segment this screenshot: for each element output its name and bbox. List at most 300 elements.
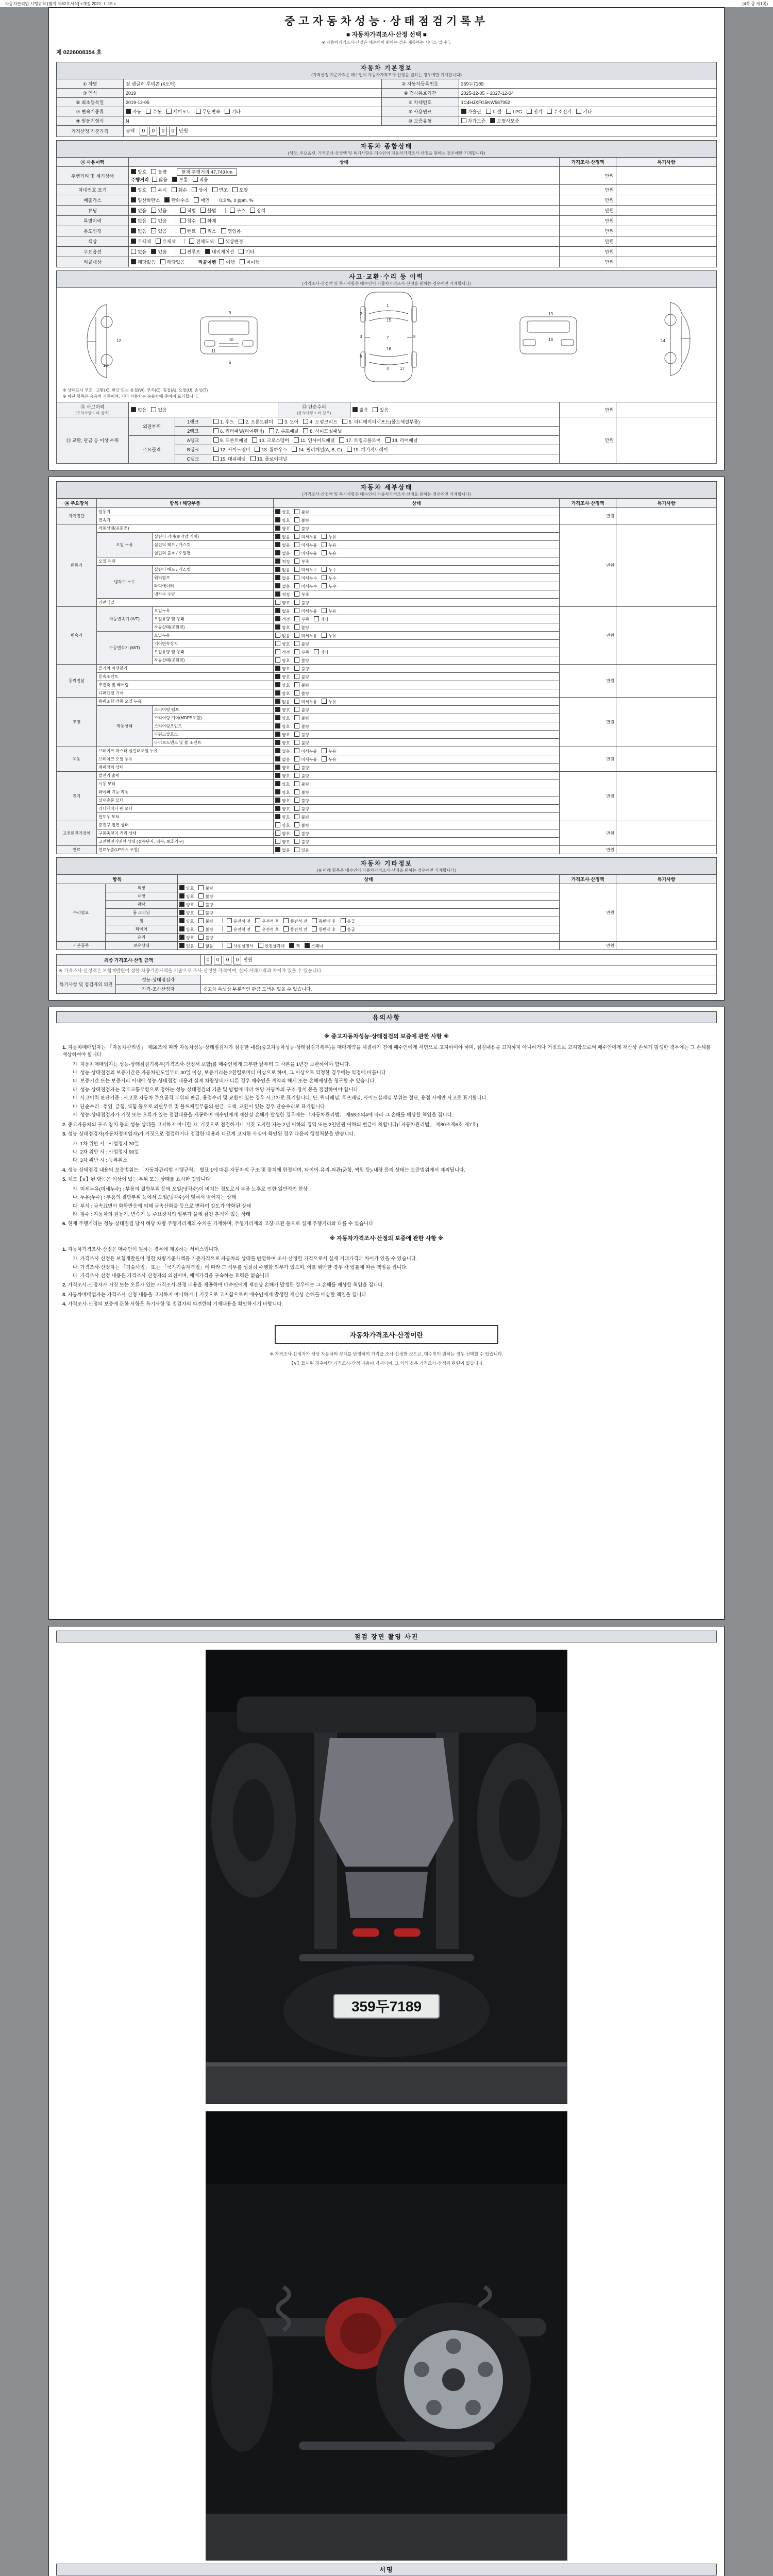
checkbox-icon: [275, 773, 280, 778]
checkbox-option: 있음: [151, 208, 166, 213]
diagram-number: 9: [229, 311, 231, 315]
table-row: [57, 247, 717, 257]
checkbox-icon: [294, 773, 299, 778]
etc-item: 타이어: [106, 925, 178, 934]
device-item: 오일유량 및 상태: [153, 648, 274, 656]
checkbox-icon: [275, 567, 280, 572]
notice-item: 2. 중고자동차의 구조·장치 등의 성능·상태를 고지하지 아니한 자, 거짓으로 점검하거나 거짓 고지한 자는 2년 이하의 징역 또는 2천만원 이하의 벌금에 처합니다(「자동차관리법」 제80조제6호·제7호).: [62, 1122, 480, 1128]
state-cell: [274, 574, 560, 582]
checkbox-option: 일산화탄소: [131, 198, 160, 203]
form-reference: 자동차관리법 시행규칙 [별지 제82호서식] <개정 2021. 1. 19.>: [5, 1, 116, 6]
final-unit: 만원: [243, 957, 253, 962]
checkbox-option: 운전석 전: [227, 927, 250, 932]
checkbox-option: 양호: [275, 683, 290, 688]
checkbox-icon: [205, 249, 210, 254]
checkbox-option: 불량: [294, 675, 309, 680]
remark-cell: [616, 195, 717, 206]
panel-rank: B랭크: [175, 445, 211, 454]
checkbox-option: 미세누유: [294, 700, 317, 704]
checkbox-option: 불량: [294, 658, 309, 663]
checkbox-icon: [352, 407, 358, 412]
remark-cell: [616, 772, 717, 821]
notice-heading: ※ 중고자동차성능·상태점검의 보증에 관한 사항 ※: [324, 1033, 449, 1040]
diagram-number: 11: [211, 349, 216, 353]
state-cell: [178, 917, 560, 925]
checkbox-option: 운전석 후: [255, 919, 279, 924]
checkbox-option: 불량: [294, 510, 309, 515]
panel-items: [211, 454, 560, 464]
panel-rank: C랭크: [175, 454, 211, 464]
checkbox-icon: [347, 447, 352, 452]
checkbox-icon: [151, 249, 156, 254]
checkbox-icon: [294, 806, 299, 811]
state-cell: [274, 557, 560, 566]
panel-items: [211, 445, 560, 454]
checkbox-option: 양호: [275, 601, 290, 605]
checkbox-option: 양호: [275, 790, 290, 795]
price-cell: 만원: [560, 216, 616, 226]
device-item: 작동상태(공회전): [97, 524, 274, 533]
checkbox-option: 적정: [275, 560, 290, 564]
notice-footline: 【∨】표시된 경우에만 가격조사·산정 내용이 기재되며, 그 외의 경우 가격조사·산정과 관련이 없습니다.: [289, 1360, 484, 1366]
state-cell: [129, 206, 560, 216]
checkbox-option: 없음: [275, 543, 290, 548]
device-item: 실내송풍 모터: [97, 796, 274, 805]
col-item: 항목 / 해당부품: [97, 499, 274, 508]
etc-group: 기본품목: [57, 942, 106, 950]
checkbox-icon: [275, 732, 280, 737]
checkbox-icon: [294, 789, 299, 794]
panel-item: 4. 트렁크리드: [303, 419, 337, 425]
checkbox-option: 양호: [179, 894, 194, 899]
checkbox-option: 양호: [275, 510, 290, 515]
device-sub: 작동상태: [97, 706, 153, 747]
checkbox-option: 없음: [275, 576, 290, 581]
checkbox-option: 미세누유: [294, 535, 317, 539]
state-cell: [178, 934, 560, 942]
section-etc-header: [56, 857, 717, 875]
checkbox-icon: [275, 690, 280, 696]
checkbox-icon: [294, 715, 299, 720]
notice-item: 1. 자동차가격조사·산정은 매수인이 원하는 경우에 제공하는 서비스입니다.: [62, 1246, 220, 1252]
price-cell: 만원: [560, 185, 616, 195]
checkbox-icon: [385, 437, 391, 443]
device-item: 구동축전지 격리 상태: [97, 829, 274, 838]
checkbox-icon: [131, 259, 136, 264]
checkbox-option: 없음: [275, 700, 290, 704]
state-cell: [274, 772, 560, 780]
table-row: [57, 236, 717, 247]
checkbox-option: 있음: [294, 848, 309, 853]
col-remark: 특기사항: [616, 875, 717, 884]
checkbox-option: 없음: [198, 944, 213, 948]
checkbox-option: 양호: [275, 815, 290, 820]
table-row: [57, 665, 717, 673]
state-cell: [274, 632, 560, 640]
checkbox-icon: [275, 707, 280, 712]
digit-box: 0: [169, 127, 177, 135]
page-title: 중고자동차성능·상태점검기록부: [284, 15, 489, 27]
remark-cell: [616, 698, 717, 747]
state-extra: 0.3 %, 0 ppm, %: [219, 198, 254, 203]
checkbox-icon: [275, 526, 280, 531]
remark-cell: [616, 167, 717, 185]
checkbox-option: 없음: [275, 584, 290, 589]
table-row: [57, 107, 717, 116]
notice-title: 유의사항: [372, 1014, 401, 1021]
state-cell: [274, 747, 560, 755]
state-cell: [274, 739, 560, 747]
state-cell: [274, 805, 560, 813]
panel-item: 1. 후드: [213, 419, 234, 425]
section-note: (※ 아래 항목은 매수인이 자동차가격조사·산정을 원하는 경우에만 기재합니다): [317, 868, 456, 873]
checkbox-option: 없음: [275, 551, 290, 556]
checkbox-option: 누유: [322, 551, 336, 556]
checkbox-option: 불량: [294, 815, 309, 820]
checkbox-icon: [576, 109, 581, 114]
panel-item: 15. 대쉬패널: [213, 456, 246, 462]
notice-subitem: 나. 누유(누수) : 부품의 결합부위 등에서 오일(냉각수)이 맺혀서 떨어지는 상태: [73, 1195, 236, 1201]
checkbox-icon: [232, 187, 238, 192]
checkbox-icon: [275, 806, 280, 811]
device-sub: 수동변속기 (M/T): [97, 632, 153, 665]
inspection-photo-front-underbody: [206, 1650, 567, 2104]
etc-item: 광택: [106, 901, 178, 909]
notice-subitem: 가. 미세누유(미세누수) : 부품의 결합부위 등에 오일(냉각수)이 비치는 정도로서 부품 노후로 인한 일반적인 현상: [73, 1186, 308, 1192]
price-cell: 만원: [560, 167, 616, 185]
checkbox-option: 보험사보증: [490, 118, 519, 124]
device-group: 동력전달: [57, 665, 97, 698]
state-cell: [274, 846, 560, 854]
device-item: 오일유량 및 상태: [153, 615, 274, 623]
table-row: [57, 79, 717, 89]
state-cell: [178, 884, 560, 892]
checkbox-option: 잭: [289, 944, 300, 948]
basic-body: [57, 79, 717, 137]
checkbox-icon: [213, 447, 219, 452]
checkbox-option: 있음: [151, 218, 166, 224]
checkbox-option: 해당있음: [160, 260, 185, 265]
checkbox-option: 없음: [275, 634, 290, 638]
checkbox-option: 불량: [151, 170, 166, 175]
final-digit-boxes: [203, 957, 242, 962]
checkbox-icon: [275, 748, 280, 753]
checkbox-icon: [179, 910, 184, 915]
field-value: N: [124, 116, 382, 126]
etc-group: 수리필요: [57, 884, 106, 942]
checkbox-icon: [221, 228, 226, 233]
checkbox-option: 안전삼각대: [258, 944, 285, 948]
device-item: 스티어링조인트: [153, 722, 274, 731]
state-cell: [129, 247, 560, 257]
state-cell: [274, 508, 560, 516]
remark-cell: [616, 236, 717, 247]
checkbox-icon: [294, 534, 299, 539]
panel-item: 16. 플로어패널: [250, 456, 287, 462]
notice-heading: ※ 자동차가격조사·산정의 보증에 관한 사항 ※: [329, 1235, 444, 1242]
price-cell: 만원: [560, 402, 616, 417]
diagram-legend: [63, 387, 714, 400]
device-item: 작동상태(공회전): [153, 656, 274, 665]
checkbox-icon: [322, 608, 327, 613]
checkbox-icon: [198, 926, 204, 931]
checkbox-option: 누유: [322, 543, 336, 548]
price-cell: 만원: [560, 821, 616, 846]
diagram-number: 1: [386, 303, 389, 308]
price-survey-info-box: 자동차가격조사·산정이란: [275, 1325, 498, 1344]
checkbox-icon: [180, 208, 186, 213]
sheet-1: [48, 7, 725, 470]
diagram-number: 13: [103, 363, 108, 368]
checkbox-icon: [275, 723, 280, 728]
accident-history-label: ⑪ 사고이력 (유의사항 1.마 참조): [57, 402, 129, 417]
notice-item: 4. 성능·상태점검 내용의 보증범위는 「자동차관리법 시행규칙」 별표 1에 따른 자동차의 구조 및 장치에 한정되며, 타이어·유리·외관(긁힘, 찍힘 등)·내장 등의 상태는 보증범위에서 제외됩니다.: [62, 1167, 465, 1173]
exchange-panel-table: [56, 417, 717, 464]
field-value: [459, 107, 717, 116]
checkbox-icon: [275, 517, 280, 522]
checkbox-icon: [131, 169, 136, 174]
checkbox-option: 기타: [239, 249, 254, 255]
panel-item: 2. 프론트휀더: [239, 419, 273, 425]
digit-box: 0: [159, 127, 167, 135]
checkbox-option: 양호: [275, 799, 290, 803]
col-state: 상태: [178, 875, 560, 884]
checkbox-icon: [275, 608, 280, 613]
checkbox-option: 적법: [180, 208, 196, 213]
checkbox-option: 동반석 후: [312, 927, 335, 932]
checkbox-icon: [294, 517, 299, 522]
device-item: 등속조인트: [97, 673, 274, 681]
checkbox-icon: [275, 600, 280, 605]
checkbox-option: 침수: [180, 218, 196, 224]
device-item: 브레이크 마스터 실린더오일 누유: [97, 747, 274, 755]
price-cell: 만원: [560, 884, 616, 942]
checkbox-option: 불량: [294, 807, 309, 811]
checkbox-icon: [275, 715, 280, 720]
section-title: 자동차 기타정보: [360, 860, 413, 867]
device-item: 배력장치 상태: [97, 764, 274, 772]
table-header-row: [57, 499, 717, 508]
checkbox-icon: [294, 550, 299, 555]
checkbox-option: 많음: [152, 177, 167, 182]
checkbox-icon: [339, 437, 344, 443]
checkbox-option: 불량: [294, 683, 309, 688]
checkbox-icon: [227, 918, 232, 923]
notice-item: 4. 가격조사·산정의 보증에 관한 사항은 특기사항 및 점검자의 의견란의 기재내용을 확인하시기 바랍니다.: [62, 1301, 283, 1308]
checkbox-option: 불량: [294, 741, 309, 745]
checkbox-option: 불량: [294, 790, 309, 795]
checkbox-option: 불량: [294, 518, 309, 523]
state-cell: [274, 838, 560, 846]
price-cell: 만원: [560, 257, 616, 267]
checkbox-option: 양호: [275, 708, 290, 713]
checkbox-option: 미세누유: [294, 749, 317, 754]
device-item: 실린더 커버(로커암 커버): [153, 533, 274, 541]
final-price-value: [201, 955, 717, 966]
digit-box: 0: [214, 956, 222, 964]
notice-subitem: 나. 2차 위반 시 : 사업정지 90일: [73, 1149, 139, 1155]
checkbox-icon: [198, 885, 204, 890]
checkbox-option: 양호: [131, 170, 146, 175]
checkbox-option: 없음: [275, 535, 290, 539]
state-cell: [274, 706, 560, 714]
checkbox-icon: [294, 624, 299, 630]
checkbox-icon: [294, 616, 299, 621]
checkbox-option: 불량: [294, 724, 309, 729]
checkbox-icon: [278, 419, 283, 424]
checkbox-option: 양호: [275, 823, 290, 828]
section-title: 점검 장면 촬영 사진: [354, 1633, 419, 1640]
table-row: [57, 698, 717, 706]
checkbox-icon: [314, 649, 319, 654]
checkbox-icon: [198, 935, 204, 940]
checkbox-option: 화재: [200, 218, 216, 224]
detail-body: [57, 508, 717, 854]
checkbox-icon: [342, 419, 347, 424]
device-item: 오일누유: [153, 607, 274, 615]
state-line: [131, 168, 557, 176]
device-group: 고전원전기장치: [57, 821, 97, 846]
checkbox-option: 양호: [275, 527, 290, 531]
notice-item: 5. 체크【∨】된 항목은 이상이 있는 부위 또는 상태를 표시한 것입니다.: [62, 1177, 212, 1183]
price-cell: 만원: [560, 417, 616, 464]
checkbox-option: 사용설명서: [227, 944, 254, 948]
checkbox-option: 부식: [151, 188, 166, 193]
checkbox-option: 불량: [294, 766, 309, 770]
table-header-row: [57, 875, 717, 884]
col-usage-history: ⑪ 사용이력: [57, 158, 129, 167]
field-label: ① 차명: [57, 79, 124, 89]
state-cell: [274, 599, 560, 607]
checkbox-option: 없음: [275, 749, 290, 754]
checkbox-icon: [275, 831, 280, 836]
remark-cell: [616, 257, 717, 267]
checkbox-option: 누유: [322, 634, 336, 638]
checkbox-option: 없음: [352, 408, 368, 413]
checkbox-icon: [198, 943, 204, 948]
table-row: [57, 98, 717, 107]
checkbox-icon: [193, 177, 198, 182]
table-row: [57, 417, 717, 427]
remarks-who: 성능·상태점검자: [116, 975, 201, 985]
checkbox-icon: [180, 249, 186, 254]
section-title: 사고·교환·수리 등 이력: [349, 273, 424, 280]
checkbox-icon: [322, 633, 327, 638]
field-value: 1C4HJXFG5KW587952: [459, 98, 717, 107]
field-value: 짚 랭글러 루비콘 (4도어): [124, 79, 382, 89]
checkbox-option: 양호: [275, 642, 290, 647]
final-price-label: 최종 가격조사·산정 금액: [57, 955, 201, 966]
checkbox-icon: [275, 575, 280, 580]
checkbox-icon: [198, 893, 204, 899]
state-cell: [274, 821, 560, 829]
checkbox-option: 전체도색: [189, 239, 214, 244]
checkbox-option: 불량: [198, 903, 213, 907]
checkbox-option: 있음: [151, 249, 166, 255]
device-item: 발전기 출력: [97, 772, 274, 780]
panel-rank: 2랭크: [175, 427, 211, 436]
checkbox-icon: [250, 208, 255, 213]
acc-exch-body: [57, 417, 717, 464]
field-label: ④ 검사유효기간: [381, 89, 459, 98]
col-price: 가격조사·산정액: [560, 499, 616, 508]
checkbox-option: 없음: [131, 229, 146, 234]
checkbox-icon: [275, 765, 280, 770]
checkbox-option: 리스: [200, 229, 216, 234]
state-cell: [129, 257, 560, 267]
doc-subnote: ※ 자동차가격조사·산정은 매수인이 원하는 경우 제공하는 서비스 입니다.: [322, 40, 451, 45]
checkbox-option: 스패너: [305, 944, 323, 948]
section-note: (가격조사·산정액 및 특기사항은 매수인이 자동차가격조사·산정을 원하는 경우에만 기재합니다): [302, 492, 471, 497]
state-cell: [274, 541, 560, 549]
sheet-2: [48, 477, 725, 1001]
checkbox-option: 유채색: [156, 239, 176, 244]
col-state: 상태: [274, 499, 560, 508]
state-cell: [274, 780, 560, 788]
notice-subitem: 바. 단순수리 : 꺾임, 긁힘, 찍힘 등으로 외판부위 및 볼트체결부품의 판금, 도색, 교환이 있는 경우 단순수리로 표기합니다.: [73, 1104, 327, 1110]
state-cell: [129, 185, 560, 195]
checkbox-option: 이행: [219, 260, 234, 265]
state-cell: [274, 516, 560, 524]
table-row: [57, 116, 717, 126]
notice-subitem: 라. 성능·상태점검자는 국토교통부령으로 정하는 성능·상태점검의 기준 및 방법에 따라 해당 자동차의 구조·장치 등을 점검하여야 합니다.: [73, 1087, 360, 1093]
state-line: [131, 186, 557, 194]
checkbox-icon: [275, 798, 280, 803]
checkbox-icon: [151, 208, 156, 213]
remarks-text: 중고차 특성상 부분적인 판금 도색은 있을 수 있습니다.: [201, 985, 717, 994]
checkbox-option: 누수: [322, 576, 336, 581]
col-device: ⑭ 주요장치: [57, 499, 97, 508]
checkbox-icon: [269, 428, 274, 433]
table-row: [57, 884, 717, 892]
table-row: [57, 955, 717, 966]
checkbox-icon: [275, 591, 280, 597]
checkbox-icon: [322, 583, 327, 588]
checkbox-icon: [213, 456, 219, 461]
device-item: 오일 유량: [97, 557, 274, 566]
diagram-number: 5: [229, 360, 231, 365]
base-price-value: 금액 : 0 0 0 0 만원: [124, 126, 717, 137]
device-group: 원동기: [57, 524, 97, 607]
diagram-number: 19: [548, 312, 553, 316]
checkbox-option: 누유: [322, 535, 336, 539]
checkbox-icon: [322, 699, 327, 704]
checkbox-icon: [294, 822, 299, 827]
checkbox-icon: [255, 918, 260, 923]
price-cell: 만원: [560, 698, 616, 747]
panel-item: 17. 트렁크플로어: [339, 438, 380, 443]
col-price: 가격조사·산정액: [560, 158, 616, 167]
checkbox-option: 누유: [322, 700, 336, 704]
notice-item: 2. 가격조사·산정자가 거짓 또는 오류가 있는 가격조사·산정 내용을 제공하여 매수인에게 재산상 손해가 발생한 경우에는 그 손해를 배상할 책임을 집니다.: [62, 1282, 384, 1289]
checkbox-option: 불법: [200, 208, 216, 213]
checkbox-icon: [179, 918, 184, 923]
checkbox-icon: [146, 109, 151, 114]
remarks-who: 가격·조사산정자: [116, 985, 201, 994]
state-cell: [274, 607, 560, 615]
acc-hist-body: [57, 402, 717, 417]
table-row: [57, 167, 717, 185]
state-cell: [274, 698, 560, 706]
state-cell: [274, 714, 560, 722]
diagram-number: 12: [116, 338, 121, 343]
checkbox-option: 구조: [230, 208, 245, 213]
checkbox-option: 양호: [275, 840, 290, 844]
diagram-number: 8: [413, 334, 416, 339]
checkbox-option: 불량: [294, 840, 309, 844]
photo-section-header: [56, 1631, 717, 1642]
usage-label: 주행거리 및 계기상태: [57, 167, 129, 185]
